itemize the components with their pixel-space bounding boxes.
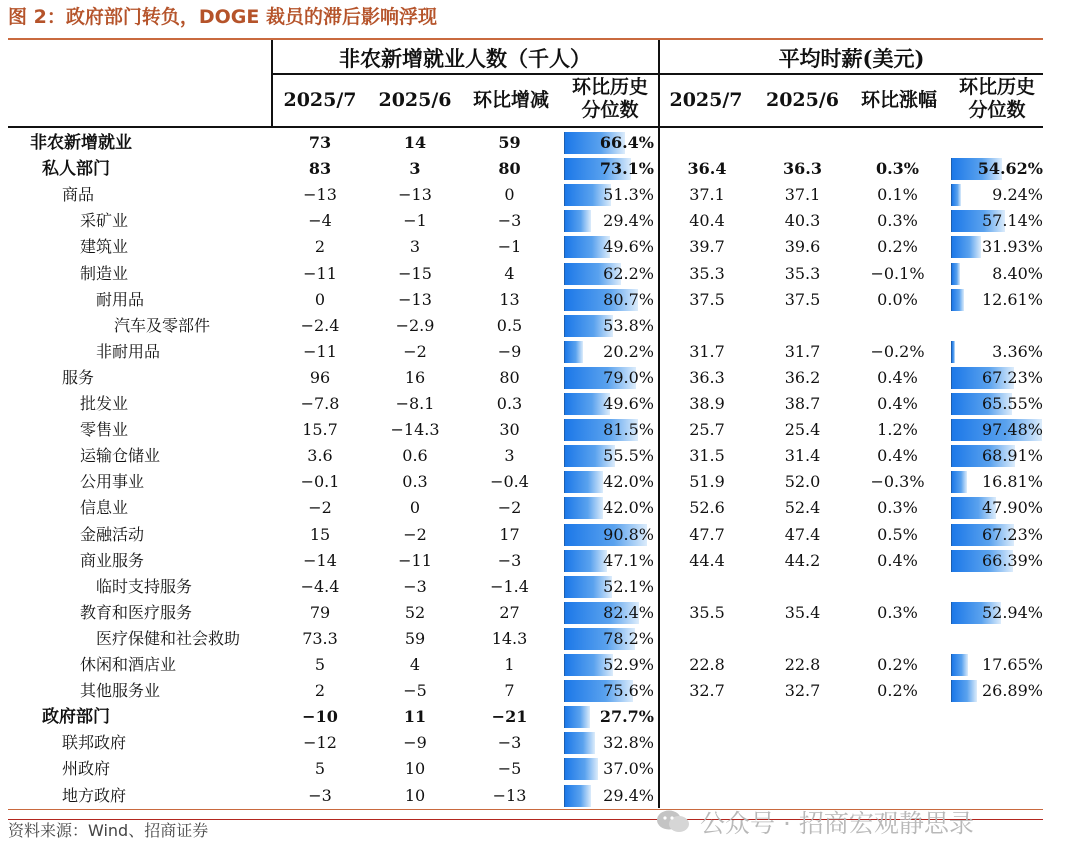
jobs-2025-06: 3 bbox=[409, 237, 421, 257]
wage-2025-07: 38.9 bbox=[689, 394, 725, 413]
wage-2025-07: 39.7 bbox=[689, 237, 725, 257]
table-row bbox=[0, 704, 1080, 730]
wage-col-header-0: 2025/7 bbox=[669, 89, 743, 111]
table-row bbox=[0, 391, 1080, 417]
wage-2025-07 bbox=[662, 756, 752, 782]
jobs-2025-06: 14 bbox=[403, 133, 427, 152]
wage-change: 0.2% bbox=[877, 681, 918, 701]
row-label: 制造业 bbox=[80, 263, 129, 283]
jobs-2025-06: −15 bbox=[398, 263, 432, 283]
wage-2025-07: 37.1 bbox=[689, 185, 725, 205]
jobs-percentile-label: 79.0% bbox=[603, 367, 654, 387]
jobs-2025-06: 0 bbox=[409, 498, 421, 518]
jobs-2025-06: 52 bbox=[404, 602, 426, 622]
jobs-change: −21 bbox=[491, 707, 528, 727]
jobs-2025-07: 3.6 bbox=[307, 446, 333, 466]
wage-2025-06 bbox=[755, 730, 850, 756]
wage-2025-07: 36.4 bbox=[687, 159, 727, 179]
table-row bbox=[0, 495, 1080, 521]
jobs-percentile-label: 90.8% bbox=[603, 524, 654, 544]
jobs-change: 0.5 bbox=[496, 315, 523, 335]
header-group-wage: 平均时薪(美元) bbox=[778, 46, 925, 71]
wage-2025-06: 40.3 bbox=[784, 211, 821, 231]
jobs-percentile-label: 42.0% bbox=[603, 472, 654, 492]
wage-2025-06: 47.4 bbox=[784, 524, 821, 544]
wage-percentile-label: 97.48% bbox=[981, 420, 1043, 440]
jobs-percentile-label: 49.6% bbox=[603, 394, 654, 413]
jobs-col-header-3: 环比历史 分位数 bbox=[571, 76, 648, 121]
jobs-2025-06: −13 bbox=[398, 185, 432, 205]
wage-2025-07: 44.4 bbox=[689, 550, 725, 570]
wage-percentile-label: 9.24% bbox=[992, 185, 1043, 205]
jobs-percentile-label: 62.2% bbox=[603, 263, 654, 283]
wage-percentile-label: 67.23% bbox=[981, 524, 1043, 544]
row-label: 联邦政府 bbox=[62, 733, 127, 753]
jobs-change: 27 bbox=[499, 602, 520, 622]
wage-change bbox=[850, 626, 945, 652]
jobs-change: −3 bbox=[497, 211, 522, 231]
wage-percentile-label: 67.23% bbox=[981, 367, 1043, 387]
wage-change: 0.4% bbox=[877, 394, 918, 413]
wage-2025-07: 22.8 bbox=[689, 655, 725, 674]
wage-change: 0.5% bbox=[877, 524, 918, 544]
jobs-2025-06: 4 bbox=[409, 655, 421, 674]
wage-2025-06 bbox=[755, 704, 850, 730]
watermark-text: 公众号 · 招商宏观静思录 bbox=[700, 809, 974, 838]
row-label: 建筑业 bbox=[80, 237, 129, 257]
jobs-percentile-label: 53.8% bbox=[603, 315, 654, 335]
jobs-2025-07: −13 bbox=[303, 185, 337, 205]
jobs-2025-07: 73 bbox=[308, 133, 332, 152]
jobs-change: 17 bbox=[499, 524, 520, 544]
jobs-col-header-2: 环比增减 bbox=[472, 89, 549, 111]
table-row bbox=[0, 417, 1080, 443]
wage-change: −0.2% bbox=[870, 341, 925, 361]
row-label: 其他服务业 bbox=[80, 681, 161, 701]
table-row bbox=[0, 130, 1080, 156]
table-row bbox=[0, 339, 1080, 365]
jobs-change: 3 bbox=[504, 446, 515, 466]
wage-percentile-label: 47.90% bbox=[981, 498, 1043, 518]
jobs-2025-07: −4.4 bbox=[300, 576, 340, 596]
wage-change: −0.3% bbox=[870, 472, 925, 492]
table-row bbox=[0, 156, 1080, 182]
jobs-percentile-label: 80.7% bbox=[603, 289, 654, 309]
table-row bbox=[0, 469, 1080, 495]
jobs-2025-06: 3 bbox=[409, 159, 421, 179]
wage-2025-07: 47.7 bbox=[689, 524, 725, 544]
wage-change bbox=[850, 730, 945, 756]
wage-col-header-2: 环比涨幅 bbox=[860, 89, 937, 111]
wage-2025-07 bbox=[662, 730, 752, 756]
row-label: 商品 bbox=[62, 185, 95, 205]
jobs-2025-06: −13 bbox=[398, 289, 432, 309]
jobs-2025-06: −1 bbox=[403, 211, 427, 231]
wage-2025-06: 35.4 bbox=[784, 602, 821, 622]
wage-2025-07 bbox=[662, 704, 752, 730]
wage-change: 0.0% bbox=[877, 289, 918, 309]
jobs-change: 80 bbox=[499, 367, 520, 387]
wage-change: 0.2% bbox=[877, 655, 918, 674]
wage-change: 1.2% bbox=[877, 420, 918, 440]
jobs-change: −0.4 bbox=[490, 472, 529, 492]
jobs-percentile-label: 75.6% bbox=[603, 681, 654, 701]
wage-change: 0.2% bbox=[877, 237, 918, 257]
row-label: 耐用品 bbox=[96, 289, 145, 309]
jobs-2025-06: −8.1 bbox=[395, 394, 435, 413]
jobs-percentile-label: 66.4% bbox=[599, 133, 654, 152]
wage-2025-06: 31.4 bbox=[784, 446, 821, 466]
jobs-2025-06: 11 bbox=[403, 707, 427, 727]
wage-percentile-label: 3.36% bbox=[992, 341, 1043, 361]
wage-2025-07: 35.3 bbox=[689, 263, 725, 283]
wage-2025-06: 52.0 bbox=[784, 472, 821, 492]
jobs-2025-07: −2 bbox=[308, 498, 332, 518]
wage-change: 0.3% bbox=[877, 498, 918, 518]
jobs-percentile-label: 81.5% bbox=[603, 420, 654, 440]
row-label: 非农新增就业 bbox=[30, 133, 132, 153]
jobs-change: 4 bbox=[504, 263, 515, 283]
jobs-2025-06: −2.9 bbox=[395, 315, 435, 335]
wage-2025-07: 31.7 bbox=[689, 341, 725, 361]
wage-percentile-label: 57.14% bbox=[981, 211, 1043, 231]
wage-2025-07 bbox=[662, 130, 752, 156]
jobs-percentile-label: 20.2% bbox=[603, 341, 654, 361]
jobs-percentile-label: 47.1% bbox=[603, 550, 654, 570]
row-label: 批发业 bbox=[80, 394, 129, 413]
table-row bbox=[0, 261, 1080, 287]
wage-2025-06: 52.4 bbox=[784, 498, 821, 518]
row-label: 私人部门 bbox=[42, 159, 110, 180]
table-row bbox=[0, 652, 1080, 678]
jobs-2025-07: 2 bbox=[314, 681, 326, 701]
jobs-2025-06: 10 bbox=[404, 759, 426, 779]
row-label: 临时支持服务 bbox=[96, 576, 193, 596]
jobs-percentile-label: 55.5% bbox=[603, 446, 654, 466]
row-label: 运输仓储业 bbox=[80, 446, 161, 466]
row-label: 教育和医疗服务 bbox=[80, 602, 193, 622]
jobs-change: 59 bbox=[498, 133, 521, 152]
jobs-percentile-label: 52.1% bbox=[603, 576, 654, 596]
jobs-2025-07: −3 bbox=[308, 785, 332, 805]
row-label: 金融活动 bbox=[80, 524, 145, 544]
jobs-2025-06: −9 bbox=[403, 733, 427, 753]
wage-change: 0.1% bbox=[877, 185, 918, 205]
jobs-change: −13 bbox=[492, 785, 527, 805]
row-label: 非耐用品 bbox=[96, 341, 161, 361]
wage-change: 0.3% bbox=[875, 159, 920, 179]
wage-percentile-label: 52.94% bbox=[981, 602, 1043, 622]
header-bottom-rule bbox=[8, 126, 1043, 128]
row-label: 政府部门 bbox=[42, 707, 110, 728]
wage-2025-07: 37.5 bbox=[689, 289, 725, 309]
wage-2025-06: 35.3 bbox=[784, 263, 821, 283]
wage-percentile-label: 68.91% bbox=[981, 446, 1043, 466]
row-label: 医疗保健和社会救助 bbox=[96, 628, 241, 648]
row-label: 商业服务 bbox=[80, 550, 145, 570]
jobs-2025-06: −2 bbox=[403, 524, 427, 544]
jobs-2025-07: 5 bbox=[314, 759, 326, 779]
jobs-2025-07: −0.1 bbox=[300, 472, 340, 492]
wage-change bbox=[850, 756, 945, 782]
jobs-2025-07: −11 bbox=[303, 341, 337, 361]
jobs-2025-07: −10 bbox=[302, 707, 338, 727]
wage-change: −0.1% bbox=[870, 263, 925, 283]
wage-2025-07: 31.5 bbox=[689, 446, 725, 466]
row-label: 地方政府 bbox=[62, 785, 127, 805]
wage-change: 0.3% bbox=[877, 211, 918, 231]
jobs-2025-07: −4 bbox=[308, 211, 332, 231]
row-label: 汽车及零部件 bbox=[114, 315, 211, 335]
jobs-change: −1.4 bbox=[490, 576, 529, 596]
jobs-change: 0 bbox=[504, 185, 515, 205]
jobs-percentile-label: 51.3% bbox=[603, 185, 654, 205]
wage-percentile-label: 17.65% bbox=[981, 655, 1043, 674]
table-row bbox=[0, 182, 1080, 208]
table-row bbox=[0, 626, 1080, 652]
wage-2025-07: 52.6 bbox=[689, 498, 725, 518]
wage-percentile-label: 65.55% bbox=[981, 394, 1043, 413]
jobs-2025-06: 10 bbox=[404, 785, 426, 805]
wage-2025-07 bbox=[662, 626, 752, 652]
jobs-2025-06: −2 bbox=[403, 341, 427, 361]
wage-2025-06: 22.8 bbox=[784, 655, 821, 674]
jobs-percentile-label: 49.6% bbox=[603, 237, 654, 257]
jobs-2025-07: −7.8 bbox=[300, 394, 340, 413]
jobs-2025-06: −3 bbox=[403, 576, 427, 596]
jobs-2025-06: 0.6 bbox=[402, 446, 428, 466]
jobs-percentile-label: 32.8% bbox=[603, 733, 654, 753]
wage-2025-06: 37.1 bbox=[784, 185, 821, 205]
jobs-2025-06: −14.3 bbox=[390, 420, 440, 440]
wage-2025-06: 32.7 bbox=[784, 681, 821, 701]
jobs-percentile-label: 29.4% bbox=[603, 211, 654, 231]
jobs-2025-06: 0.3 bbox=[402, 472, 428, 492]
header-divider-left bbox=[271, 40, 273, 126]
table-row bbox=[0, 208, 1080, 234]
jobs-percentile-label: 42.0% bbox=[603, 498, 654, 518]
wage-2025-06: 39.6 bbox=[784, 237, 821, 257]
wage-2025-06: 36.3 bbox=[783, 159, 822, 179]
wage-percentile-label: 66.39% bbox=[981, 550, 1043, 570]
wage-2025-07: 32.7 bbox=[689, 681, 725, 701]
table-row bbox=[0, 443, 1080, 469]
jobs-change: 80 bbox=[498, 159, 521, 179]
wage-2025-07: 40.4 bbox=[689, 211, 725, 231]
jobs-2025-07: −2.4 bbox=[300, 315, 340, 335]
jobs-change: 30 bbox=[499, 420, 520, 440]
wage-2025-07: 51.9 bbox=[689, 472, 725, 492]
wage-2025-06: 37.5 bbox=[784, 289, 821, 309]
page-title: 图 2：政府部门转负，DOGE 裁员的滞后影响浮现 bbox=[8, 6, 437, 28]
wage-percentile-label: 26.89% bbox=[981, 681, 1043, 701]
table-row bbox=[0, 574, 1080, 600]
row-label: 休闲和酒店业 bbox=[80, 655, 177, 674]
jobs-percentile-label: 37.0% bbox=[603, 759, 654, 779]
wage-2025-06: 36.2 bbox=[784, 367, 821, 387]
wechat-icon bbox=[656, 809, 690, 833]
wage-2025-07 bbox=[662, 574, 752, 600]
wage-2025-07: 35.5 bbox=[689, 602, 725, 622]
table-row bbox=[0, 365, 1080, 391]
table-row bbox=[0, 313, 1080, 339]
table-row bbox=[0, 522, 1080, 548]
jobs-2025-07: −11 bbox=[303, 263, 337, 283]
jobs-change: −3 bbox=[497, 550, 522, 570]
jobs-2025-07: 15.7 bbox=[302, 420, 338, 440]
row-label: 服务 bbox=[62, 367, 95, 387]
jobs-percentile-label: 73.1% bbox=[599, 159, 654, 179]
wage-2025-06 bbox=[755, 626, 850, 652]
jobs-change: 14.3 bbox=[491, 628, 528, 648]
wage-2025-07: 25.7 bbox=[689, 420, 725, 440]
jobs-2025-07: 96 bbox=[309, 367, 331, 387]
wage-2025-06: 25.4 bbox=[784, 420, 821, 440]
jobs-change: −9 bbox=[497, 341, 522, 361]
wage-2025-06: 38.7 bbox=[784, 394, 821, 413]
table-row bbox=[0, 756, 1080, 782]
wage-2025-06 bbox=[755, 130, 850, 156]
jobs-2025-07: 0 bbox=[314, 289, 326, 309]
jobs-change: 13 bbox=[499, 289, 520, 309]
table-row bbox=[0, 548, 1080, 574]
jobs-percentile-label: 52.9% bbox=[603, 655, 654, 674]
wage-col-header-3: 环比历史 分位数 bbox=[958, 76, 1035, 121]
jobs-2025-07: 2 bbox=[314, 237, 326, 257]
jobs-2025-06: −11 bbox=[398, 550, 432, 570]
source-note: 资料来源：Wind、招商证券 bbox=[8, 821, 209, 840]
table-row bbox=[0, 234, 1080, 260]
wage-percentile-label: 12.61% bbox=[981, 289, 1043, 309]
wage-percentile-label: 31.93% bbox=[981, 237, 1043, 257]
row-label: 公用事业 bbox=[80, 472, 145, 492]
row-label: 零售业 bbox=[80, 420, 129, 440]
jobs-col-header-0: 2025/7 bbox=[283, 89, 357, 111]
wage-change: 0.4% bbox=[877, 446, 918, 466]
jobs-2025-07: 83 bbox=[308, 159, 332, 179]
jobs-percentile-label: 78.2% bbox=[603, 628, 654, 648]
jobs-change: 7 bbox=[504, 681, 515, 701]
jobs-2025-07: −12 bbox=[303, 733, 337, 753]
wage-percentile-label: 16.81% bbox=[981, 472, 1043, 492]
jobs-2025-06: 16 bbox=[404, 367, 426, 387]
jobs-percentile-label: 29.4% bbox=[603, 785, 654, 805]
jobs-change: −5 bbox=[497, 759, 522, 779]
wage-percentile-label: 54.62% bbox=[977, 159, 1043, 179]
wage-2025-06: 31.7 bbox=[784, 341, 821, 361]
row-label: 采矿业 bbox=[80, 211, 129, 231]
wage-change bbox=[850, 574, 945, 600]
jobs-2025-07: 79 bbox=[309, 602, 331, 622]
wage-change bbox=[850, 313, 945, 339]
wage-2025-06 bbox=[755, 313, 850, 339]
header-group-jobs: 非农新增就业人数（千人） bbox=[339, 46, 591, 71]
jobs-2025-07: 5 bbox=[314, 655, 326, 674]
jobs-change: 1 bbox=[504, 655, 515, 674]
jobs-2025-06: −5 bbox=[403, 681, 427, 701]
wage-col-header-1: 2025/6 bbox=[765, 89, 840, 111]
wage-percentile-label: 8.40% bbox=[992, 263, 1043, 283]
jobs-change: −3 bbox=[497, 733, 522, 753]
row-label: 信息业 bbox=[80, 498, 129, 518]
row-label: 州政府 bbox=[62, 759, 111, 779]
jobs-percentile-label: 82.4% bbox=[603, 602, 654, 622]
jobs-change: −2 bbox=[497, 498, 522, 518]
jobs-2025-06: 59 bbox=[404, 628, 426, 648]
wage-change: 0.3% bbox=[877, 602, 918, 622]
jobs-col-header-1: 2025/6 bbox=[378, 89, 452, 111]
wage-2025-06 bbox=[755, 756, 850, 782]
table-row bbox=[0, 287, 1080, 313]
wage-2025-07: 36.3 bbox=[689, 367, 725, 387]
jobs-2025-07: 73.3 bbox=[302, 628, 338, 648]
wage-2025-07 bbox=[662, 313, 752, 339]
jobs-percentile-label: 27.7% bbox=[599, 707, 654, 727]
jobs-2025-07: 15 bbox=[309, 524, 331, 544]
wage-2025-06: 44.2 bbox=[784, 550, 821, 570]
wage-change bbox=[850, 130, 945, 156]
jobs-change: −1 bbox=[497, 237, 522, 257]
wage-change bbox=[850, 704, 945, 730]
table-row bbox=[0, 730, 1080, 756]
wage-change: 0.4% bbox=[877, 367, 918, 387]
table-row bbox=[0, 600, 1080, 626]
top-rule bbox=[8, 38, 1043, 40]
wage-2025-06 bbox=[755, 574, 850, 600]
table-row bbox=[0, 678, 1080, 704]
jobs-change: 0.3 bbox=[496, 394, 523, 413]
wage-change: 0.4% bbox=[877, 550, 918, 570]
jobs-2025-07: −14 bbox=[303, 550, 337, 570]
